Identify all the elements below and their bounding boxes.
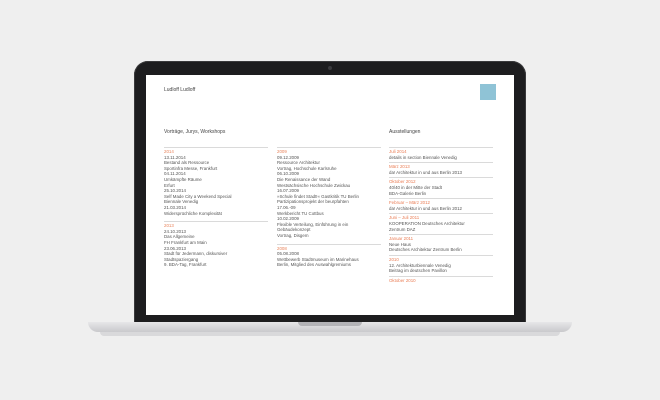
entry-line: Umkämpfte Räume — [164, 176, 202, 182]
list-item — [389, 276, 493, 285]
entry-line: Werkbericht TU Cottbus — [277, 210, 324, 216]
entry-line: »Schule findet Stadt!« Gastkritik TU Berlin — [277, 193, 359, 199]
site-title[interactable]: Ludloff Ludloff — [164, 87, 196, 93]
entry-line: Flexible Verteilung, Einführung in ein — [277, 221, 349, 227]
entry-year[interactable]: 2014 — [164, 149, 174, 154]
list-item — [389, 147, 493, 161]
entry-line: 17.06.-09 — [277, 204, 296, 210]
entry-line: 04.11.2014 — [164, 171, 186, 177]
section-heading-lectures: Vorträge, Jurys, Workshops — [164, 129, 226, 135]
entry-line: 06.10.2009 — [277, 171, 299, 177]
entry-year[interactable]: 2013 — [164, 223, 174, 229]
entry-line: Zentrum DAZ — [389, 226, 416, 232]
entry-line: Beitrag im deutschen Pavillon — [389, 268, 447, 274]
list-item — [389, 162, 493, 176]
list-item — [277, 244, 381, 268]
entry-line: da! Architektur in und aus Berlin 2012 — [389, 205, 462, 211]
entry-year[interactable]: 2010 — [389, 256, 399, 262]
entry-line: FH Frankfurt am Main — [164, 239, 207, 245]
base-shadow — [100, 332, 560, 336]
entry-year[interactable]: Oktober 2012 — [389, 179, 416, 185]
entry-line: 25.10.2014 — [164, 188, 186, 194]
laptop-lid — [134, 61, 526, 323]
entry-line: Berlin, Mitglied des Auswahlgremiums — [277, 262, 351, 268]
entry-year[interactable]: März 2013 — [389, 164, 410, 170]
entry-line: Deutsches Architektur Zentrum Berlin — [389, 247, 462, 253]
entry-line: KOOPERATION Deutsches Architektur — [389, 220, 465, 226]
entry-line: 16.07.2009 — [277, 188, 299, 194]
list-item — [389, 255, 493, 275]
list-item — [389, 234, 493, 254]
entry-year[interactable]: Oktober 2010 — [389, 277, 416, 283]
lectures-column-2 — [277, 147, 381, 273]
entry-line: Ressource Architektur — [277, 160, 320, 166]
entry-line: BDA-Galerie Berlin — [389, 190, 427, 196]
entry-line: Neue Haus — [389, 241, 411, 247]
entry-line: 09.12.2009 — [277, 154, 299, 160]
camera-icon — [328, 66, 332, 70]
list-item — [277, 147, 381, 239]
screen — [146, 75, 514, 315]
exhibitions-column — [389, 147, 493, 285]
entry-line: details in section Biennale Venedig — [389, 154, 457, 160]
entry-line: 23.06.2013 — [164, 245, 186, 251]
entry-line: Wettbewerb Stadtmuseum im Marinehaus — [277, 256, 359, 262]
list-item — [164, 221, 268, 268]
entry-line: Vortrag, Hochschule Karlsruhe — [277, 165, 337, 171]
entry-line: da! Architektur in und aus Berlin 2013 — [389, 169, 462, 175]
entry-line: 13.11.2014 — [164, 154, 186, 160]
entry-line: 10.02.2009 — [277, 216, 299, 222]
entry-year[interactable]: Juni – Juli 2011 — [389, 215, 420, 221]
laptop-base — [88, 322, 572, 332]
entry-line: Erfurt — [164, 182, 175, 188]
entry-line: Stadt für Jedermann, diskursiver — [164, 251, 228, 257]
entry-year[interactable]: 2008 — [277, 245, 287, 251]
base-notch — [298, 322, 362, 326]
logo-square[interactable] — [480, 84, 496, 100]
entry-year[interactable]: Januar 2011 — [389, 236, 414, 242]
entry-line: Das Allgemeine — [164, 234, 195, 240]
entry-year[interactable]: Februar – März 2012 — [389, 200, 430, 206]
entry-line: 24.10.2013 — [164, 228, 186, 234]
list-item — [389, 198, 493, 212]
list-item — [164, 147, 268, 216]
entry-year[interactable]: 2009 — [277, 149, 287, 154]
list-item — [389, 213, 493, 233]
entry-line: Widersprüchliche Komplexität — [164, 210, 222, 216]
list-item — [389, 177, 493, 197]
lectures-column-1 — [164, 147, 268, 273]
entry-line: Vortrag, Disgem — [277, 232, 309, 238]
entry-line: 21.03.2014 — [164, 204, 186, 210]
entry-line: Westsächsische Hochschule Zwickau — [277, 182, 351, 188]
entry-line: Self Made City a Weekend Special — [164, 193, 232, 199]
entry-line: 40/40 in der Mitte der Stadt — [389, 184, 442, 190]
section-heading-exhibitions: Ausstellungen — [389, 129, 421, 135]
entry-line: Gebäudekonzept — [277, 227, 311, 233]
entry-line: Biennale Venedig — [164, 199, 199, 205]
entry-year[interactable]: Juli 2014 — [389, 149, 407, 154]
entry-line: 05.08.2008 — [277, 251, 299, 257]
entry-line: Die Renaissance der Wand — [277, 176, 331, 182]
entry-line: Bestand als Ressource — [164, 160, 210, 166]
entry-line: Stadtspaziergang — [164, 256, 199, 262]
entry-line: 9. BDA-Tag, Frankfurt — [164, 262, 207, 268]
entry-line: 12. Architekturbiennale Venedig — [389, 262, 451, 268]
entry-line: Sportinfra Messe, Frankfurt — [164, 165, 218, 171]
entry-line: Partizipationsprojekt der beurpfahten — [277, 199, 349, 205]
